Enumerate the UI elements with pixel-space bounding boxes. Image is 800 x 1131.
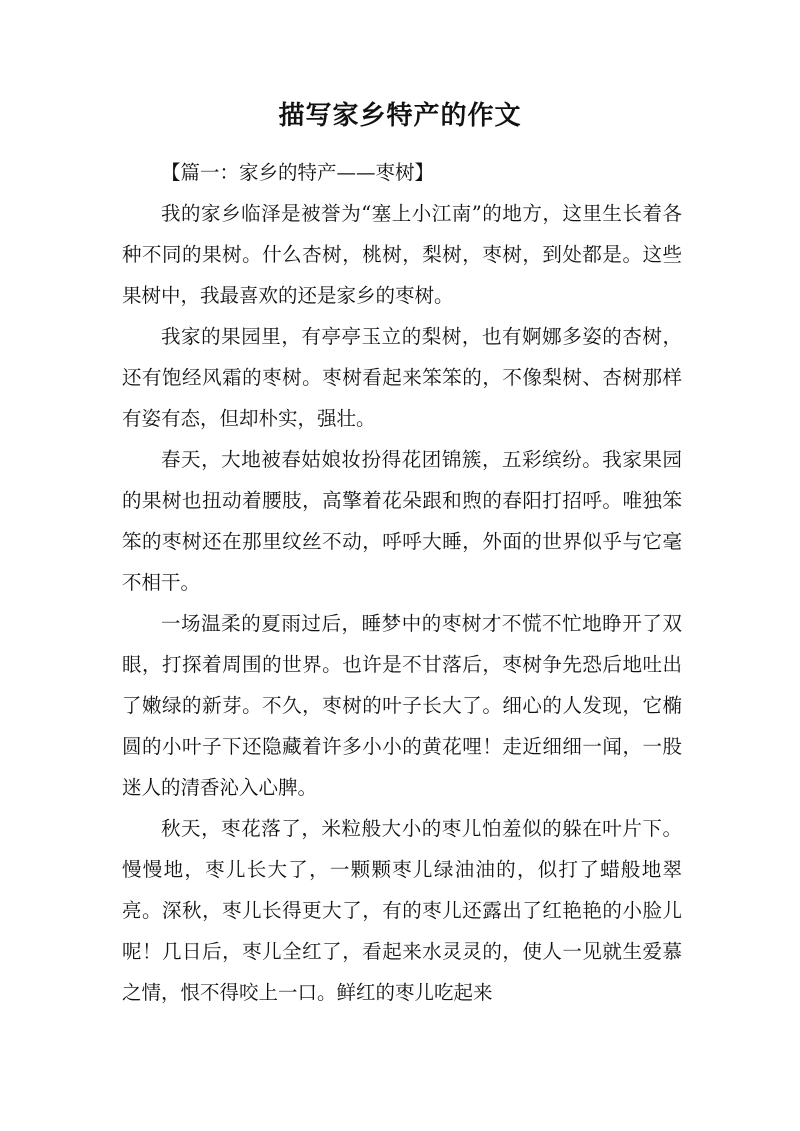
paragraph: 秋天，枣花落了，米粒般大小的枣儿怕羞似的躲在叶片下。慢慢地，枣儿长大了，一颗颗枣儿绿油油的，似打了蜡般地翠亮。深秋，枣儿长得更大了，有的枣儿还露出了红艳艳的小脸儿呢！几日后，枣儿全红了，看起来水灵灵的，使人一见就生爱慕之情，恨不得咬上一口。鲜红的枣儿吃起来 — [122, 817, 682, 1004]
document-body — [122, 152, 682, 1013]
paragraph: 我的家乡临泽是被誉为“塞上小江南”的地方，这里生长着各种不同的果树。什么杏树，桃树，梨树，枣树，到处都是。这些果树中，我最喜欢的还是家乡的枣树。 — [122, 202, 682, 307]
document-title: 描写家乡特产的作文 — [278, 101, 522, 131]
paragraph: 一场温柔的夏雨过后，睡梦中的枣树才不慌不忙地睁开了双眼，打探着周围的世界。也许是不甘落后，枣树争先恐后地吐出了嫩绿的新芽。不久，枣树的叶子长大了。细心的人发现，它椭圆的小叶子下还隐藏着许多小小的黄花哩！走近细细一闻，一股迷人的清香沁入心脾。 — [122, 612, 682, 799]
paragraph: 春天，大地被春姑娘妆扮得花团锦簇，五彩缤纷。我家果园的果树也扭动着腰肢，高擎着花朵跟和煦的春阳打招呼。唯独笨笨的枣树还在那里纹丝不动，呼呼大睡，外面的世界似乎与它毫不相干。 — [122, 448, 682, 594]
section-heading: 【篇一：家乡的特产——枣树】 — [161, 161, 435, 184]
paragraph: 我家的果园里，有亭亭玉立的梨树，也有婀娜多姿的杏树，还有饱经风霜的枣树。枣树看起来笨笨的，不像梨树、杏树那样有姿有态，但却朴实，强壮。 — [122, 325, 682, 430]
